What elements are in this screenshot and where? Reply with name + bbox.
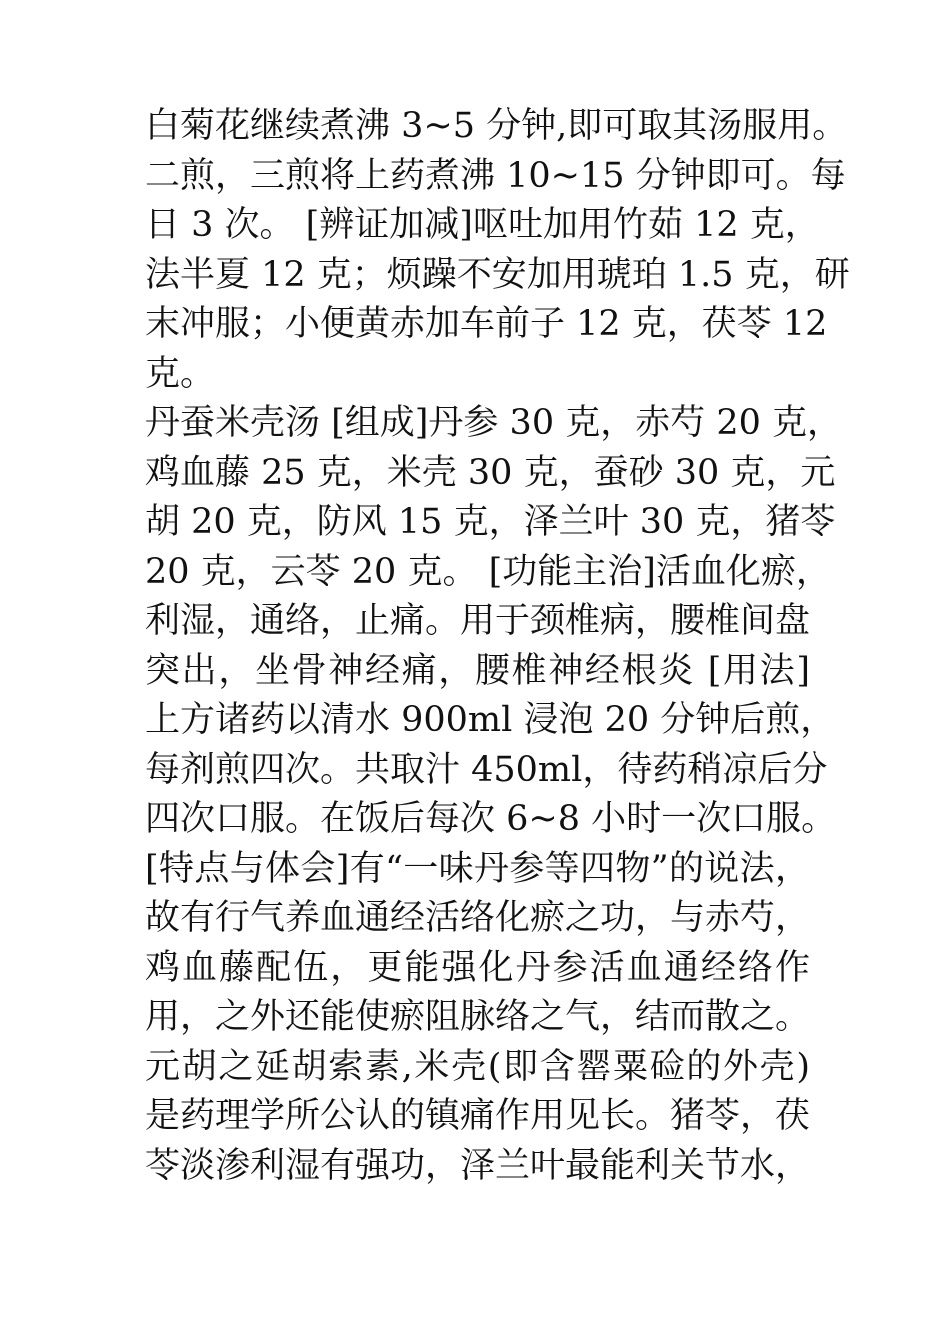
- text-line: 利湿，通络，止痛。用于颈椎病，腰椎间盘: [145, 601, 811, 641]
- text-line: 突出，坐骨神经痛，腰椎神经根炎 [用法]: [145, 650, 810, 691]
- text-line: 用，之外还能使瘀阻脉络之气，结而散之。: [145, 997, 811, 1037]
- text-line: 上方诸药以清水 900ml 浸泡 20 分钟后煎，: [145, 700, 836, 740]
- text-line: 日 3 次。 [辨证加减]呕吐加用竹茹 12 克，: [145, 205, 820, 245]
- text-line: 苓淡渗利湿有强功，泽兰叶最能利关节水，: [145, 1145, 811, 1186]
- text-line: 胡 20 克，防风 15 克，泽兰叶 30 克，猪苓: [145, 502, 836, 542]
- text-line: 20 克，云苓 20 克。 [功能主治]活血化瘀，: [145, 551, 831, 592]
- text-line: 是药理学所公认的镇痛作用见长。猪苓，茯: [145, 1096, 811, 1136]
- text-line: 二煎，三煎将上药煮沸 10~15 分钟即可。每: [145, 155, 846, 196]
- text-line: 四次口服。在饭后每次 6~8 小时一次口服。: [145, 799, 837, 839]
- text-line: 鸡血藤 25 克，米壳 30 克，蚕砂 30 克，元: [145, 452, 836, 493]
- text-line: 末冲服；小便黄赤加车前子 12 克，茯苓 12: [145, 304, 828, 344]
- text-line: 克。: [145, 353, 216, 394]
- text-line: 法半夏 12 克；烦躁不安加用琥珀 1.5 克，研: [145, 254, 850, 295]
- text-line: [特点与体会]有“一味丹参等四物”的说法，: [145, 848, 810, 889]
- document-body: [145, 102, 850, 1191]
- text-line: 丹蚕米壳汤 [组成]丹参 30 克，赤芍 20 克，: [145, 403, 843, 443]
- text-line: 故有行气养血通经活络化瘀之功，与赤芍，: [145, 898, 811, 938]
- text-line: 白菊花继续煮沸 3~5 分钟,即可取其汤服用。: [145, 106, 848, 146]
- text-line: 鸡血藤配伍，更能强化丹参活血通经络作: [145, 947, 810, 988]
- text-line: 每剂煎四次。共取汁 450ml，待药稍凉后分: [145, 749, 828, 790]
- text-line: 元胡之延胡索素,米壳(即含罂粟硷的外壳): [145, 1046, 810, 1087]
